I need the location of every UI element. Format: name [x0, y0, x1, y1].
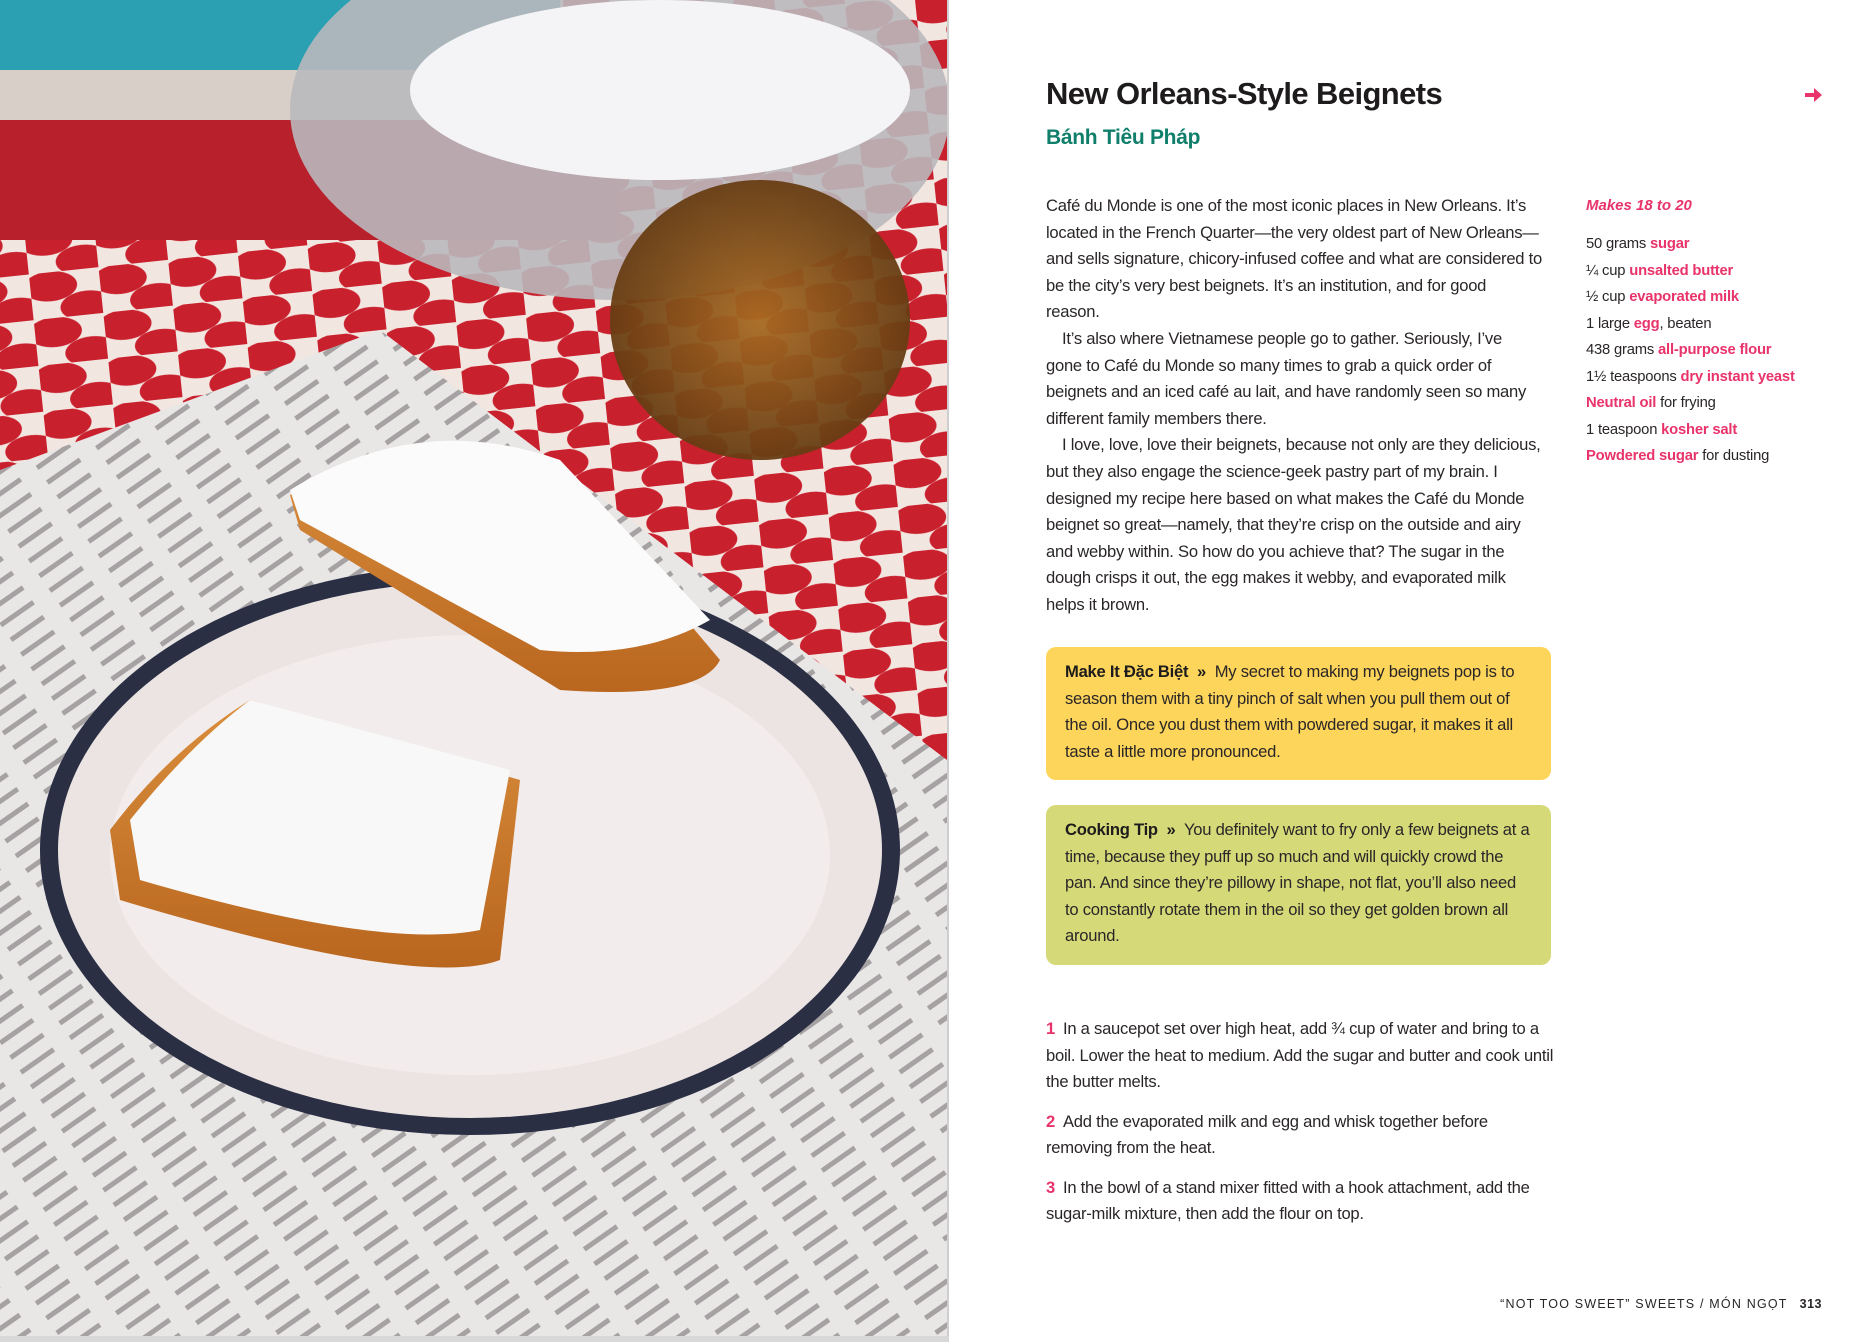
ingredient-item: 50 grams sugar [1586, 236, 1690, 252]
tip-box-make-it-dac-biet: Make It Đặc Biệt » My secret to making my beignets pop is to season them with a tiny pinch of salt when you pull them out of the oil. Once you dust them with powdered sugar, it makes it all taste a little more pronounced. [1046, 647, 1551, 780]
ingredient-item: 438 grams all-purpose flour [1586, 342, 1772, 358]
arrow-right-icon[interactable] [1802, 84, 1824, 106]
ingredients-panel [1586, 195, 1846, 470]
page-footer [1500, 1297, 1822, 1311]
section-title: “NOT TOO SWEET” SWEETS / MÓN NGỌT [1500, 1297, 1788, 1311]
intro-paragraph: I love, love, love their beignets, because not only are they delicious, but they also engage the science-geek pastry part of my brain. I designed my recipe here based on what makes the Café du Monde beignet so great—namely, that they’re crisp on the outside and airy and webby within. So how do you achieve that? The sugar in the dough crisps it out, the egg makes it webby, and evaporated milk helps it brown. [1046, 435, 1541, 614]
recipe-intro [1046, 193, 1542, 619]
ingredient-item: 1 teaspoon kosher salt [1586, 421, 1738, 438]
ingredient-item: 1 large egg, beaten [1586, 315, 1712, 332]
tip-text: You definitely want to fry only a few beignets at a time, because they puff up so much and will quickly crowd the pan. And since they’re pillowy in shape, not flat, you’ll also need to constantly rotate them in the oil so they get golden brown all around. [1065, 820, 1530, 945]
ingredient-item: ½ cup evaporated milk [1586, 289, 1739, 305]
photo-bottom-edge [0, 1336, 949, 1342]
recipe-yield: Makes 18 to 20 [1586, 197, 1692, 214]
intro-paragraph: It’s also where Vietnamese people go to gather. Seriously, I’ve gone to Café du Monde so many times to grab a quick order of beignets and an iced café au lait, and have randomly seen so many different family members there. [1046, 328, 1527, 428]
tip-text: My secret to making my beignets pop is to season them with a tiny pinch of salt when you pull them out of the oil. Once you dust them with powdered sugar, it makes it all taste a little more pronounced. [1065, 662, 1515, 761]
tip-box-cooking-tip: Cooking Tip » You definitely want to fry only a few beignets at a time, because they puff up so much and will quickly crowd the pan. And since they’re pillowy in shape, not flat, you’ll also need to constantly rotate them in the oil so they get golden brown all around. [1046, 805, 1551, 965]
ingredient-item: 1½ teaspoons dry instant yeast [1586, 368, 1795, 385]
page-number: 313 [1799, 1297, 1822, 1311]
step-item: 2 Add the evaporated milk and egg and whisk together before removing from the heat. [1046, 1111, 1488, 1157]
ingredient-item: Neutral oil for frying [1586, 395, 1716, 411]
step-item: 3 In the bowl of a stand mixer fitted with a hook attachment, add the sugar-milk mixture, then add the flour on top. [1046, 1177, 1530, 1223]
tip-label: Cooking Tip [1065, 820, 1158, 839]
tip-label: Make It Đặc Biệt [1065, 662, 1189, 681]
ingredient-item: ¼ cup unsalted butter [1586, 262, 1734, 279]
recipe-title: New Orleans-Style Beignets [1046, 76, 1443, 111]
ingredients-list [1586, 231, 1846, 470]
ingredient-item: Powdered sugar for dusting [1586, 448, 1770, 464]
step-item: 1 In a saucepot set over high heat, add ¾ cup of water and bring to a boil. Lower the heat to medium. Add the sugar and butter and cook until the butter melts. [1046, 1019, 1554, 1091]
recipe-subtitle: Bánh Tiêu Pháp [1046, 126, 1201, 149]
photo-edge [947, 0, 949, 1342]
recipe-steps [1046, 1016, 1558, 1241]
intro-paragraph: Café du Monde is one of the most iconic places in New Orleans. It’s located in the French Quarter—the very oldest part of New Orleans—and sells signature, chicory-infused coffee and what are considered to be the city’s very best beignets. It’s an institution, and for good reason. [1046, 196, 1542, 322]
